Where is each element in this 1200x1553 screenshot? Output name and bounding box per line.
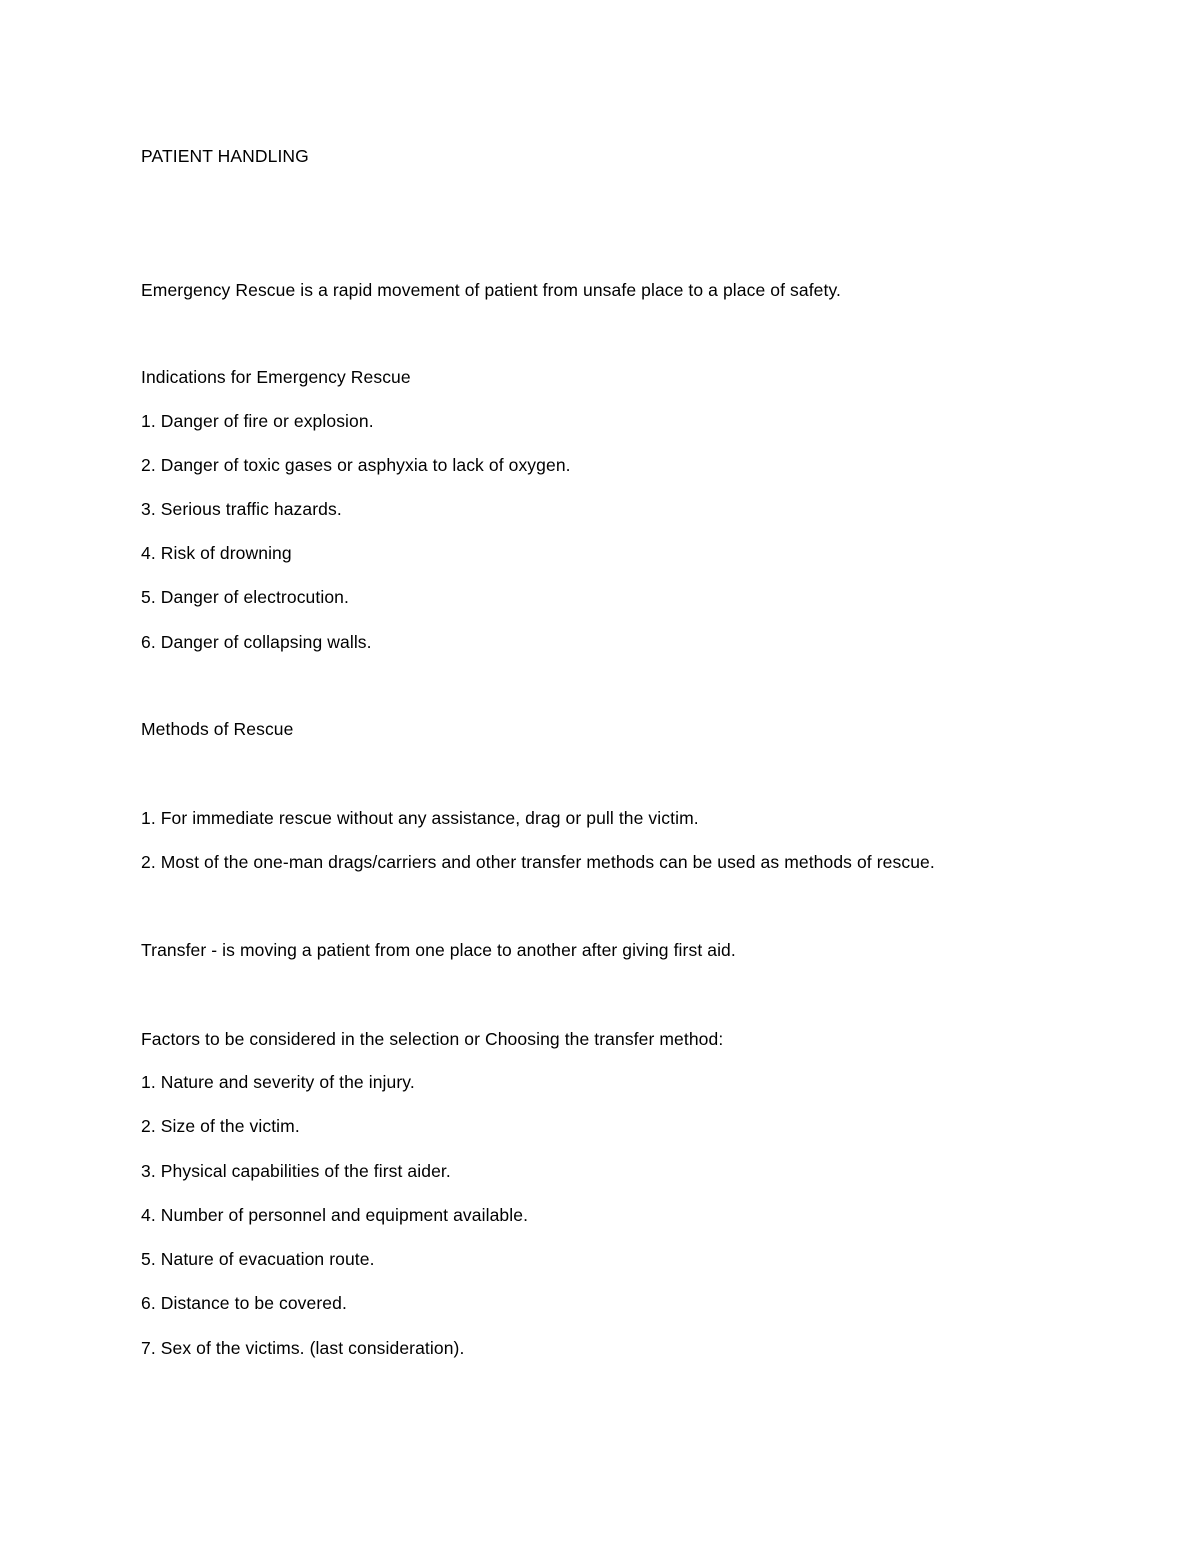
method-item: 2. Most of the one-man drags/carriers and other transfer methods can be used as methods of rescue. — [141, 852, 935, 872]
page-title: PATIENT HANDLING — [141, 146, 309, 166]
factor-item: 3. Physical capabilities of the first aider. — [141, 1161, 451, 1181]
factor-item: 5. Nature of evacuation route. — [141, 1249, 375, 1269]
factors-heading: Factors to be considered in the selection or Choosing the transfer method: — [141, 1029, 724, 1049]
method-item: 1. For immediate rescue without any assistance, drag or pull the victim. — [141, 808, 699, 828]
indication-item: 5. Danger of electrocution. — [141, 587, 349, 607]
emergency-rescue-definition: Emergency Rescue is a rapid movement of patient from unsafe place to a place of safety. — [141, 280, 841, 300]
indication-item: 1. Danger of fire or explosion. — [141, 411, 374, 431]
factor-item: 7. Sex of the victims. (last consideration). — [141, 1338, 465, 1358]
transfer-definition: Transfer - is moving a patient from one place to another after giving first aid. — [141, 940, 736, 960]
indication-item: 6. Danger of collapsing walls. — [141, 632, 372, 652]
factor-item: 2. Size of the victim. — [141, 1116, 300, 1136]
factor-item: 4. Number of personnel and equipment available. — [141, 1205, 529, 1225]
factor-item: 6. Distance to be covered. — [141, 1293, 347, 1313]
indication-item: 2. Danger of toxic gases or asphyxia to lack of oxygen. — [141, 455, 571, 475]
indication-item: 3. Serious traffic hazards. — [141, 499, 342, 519]
factor-item: 1. Nature and severity of the injury. — [141, 1072, 415, 1092]
methods-heading: Methods of Rescue — [141, 719, 294, 739]
indications-heading: Indications for Emergency Rescue — [141, 367, 411, 387]
indication-item: 4. Risk of drowning — [141, 543, 292, 563]
